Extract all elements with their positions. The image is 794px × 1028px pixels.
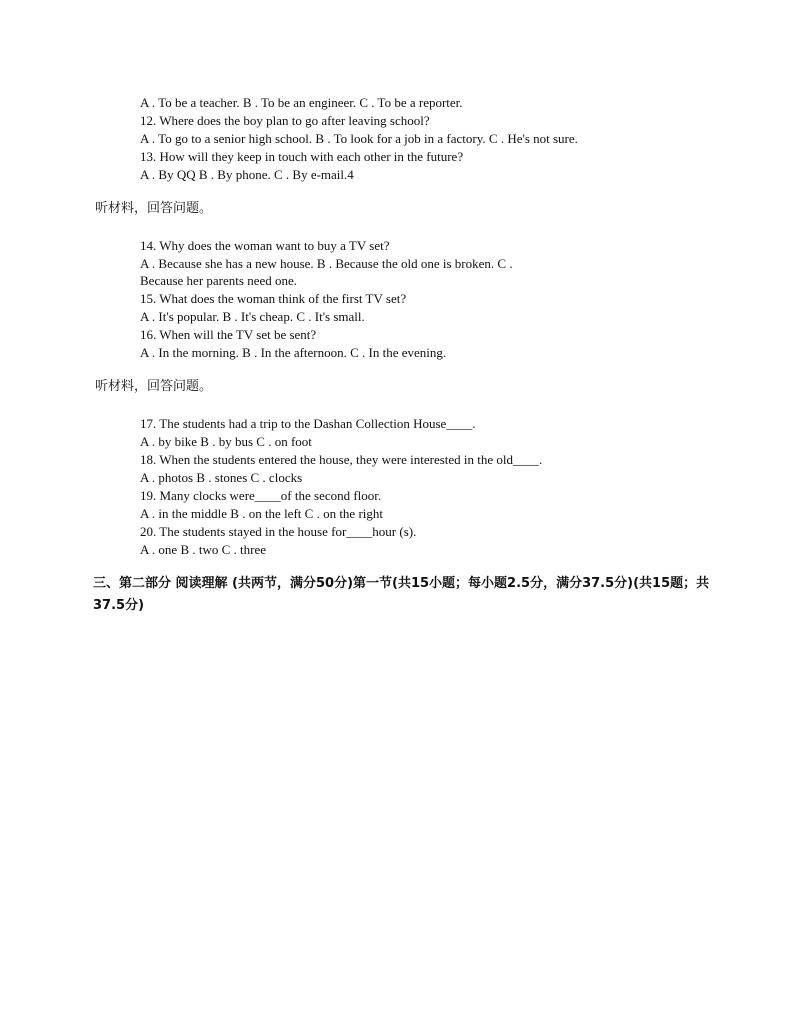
option-line: A . in the middle B . on the left C . on the right: [140, 506, 384, 521]
option-line: A . by bike B . by bus C . on foot: [140, 434, 312, 449]
question-14: 14. Why does the woman want to buy a TV set?: [140, 238, 390, 253]
question-15: 15. What does the woman think of the first TV set?: [140, 291, 407, 306]
option-line: A . one B . two C . three: [140, 542, 267, 557]
option-line: A . It's popular. B . It's cheap. C . It's small.: [140, 309, 365, 324]
question-17: 17. The students had a trip to the Dashan Collection House____.: [140, 416, 476, 431]
question-12: 12. Where does the boy plan to go after leaving school?: [140, 113, 430, 128]
section-heading: 听材料，回答问题。: [95, 379, 213, 394]
option-line: A . In the morning. B . In the afternoon. C . In the evening.: [140, 345, 447, 360]
option-line: A . To go to a senior high school. B . To look for a job in a factory. C . He's not sure.: [140, 131, 578, 146]
section-heading: 听材料，回答问题。: [95, 201, 213, 216]
question-13: 13. How will they keep in touch with each other in the future?: [140, 149, 464, 164]
section-title: 三、第二部分 阅读理解 (共两节，满分50分)第一节(共15小题；每小题2.5分，满分37.5分)(共15题；共37.5分): [93, 576, 710, 613]
question-18: 18. When the students entered the house, they were interested in the old____.: [140, 452, 543, 467]
option-line: A . By QQ B . By phone. C . By e-mail.4: [140, 167, 354, 182]
option-line: A . To be a teacher. B . To be an engineer. C . To be a reporter.: [140, 95, 463, 110]
option-line: A . photos B . stones C . clocks: [140, 470, 303, 485]
question-16: 16. When will the TV set be sent?: [140, 327, 317, 342]
question-19: 19. Many clocks were____of the second floor.: [140, 488, 382, 503]
question-20: 20. The students stayed in the house for____hour (s).: [140, 524, 417, 539]
option-line-continued: Because her parents need one.: [140, 273, 298, 288]
option-line: A . Because she has a new house. B . Because the old one is broken. C .: [140, 256, 513, 271]
